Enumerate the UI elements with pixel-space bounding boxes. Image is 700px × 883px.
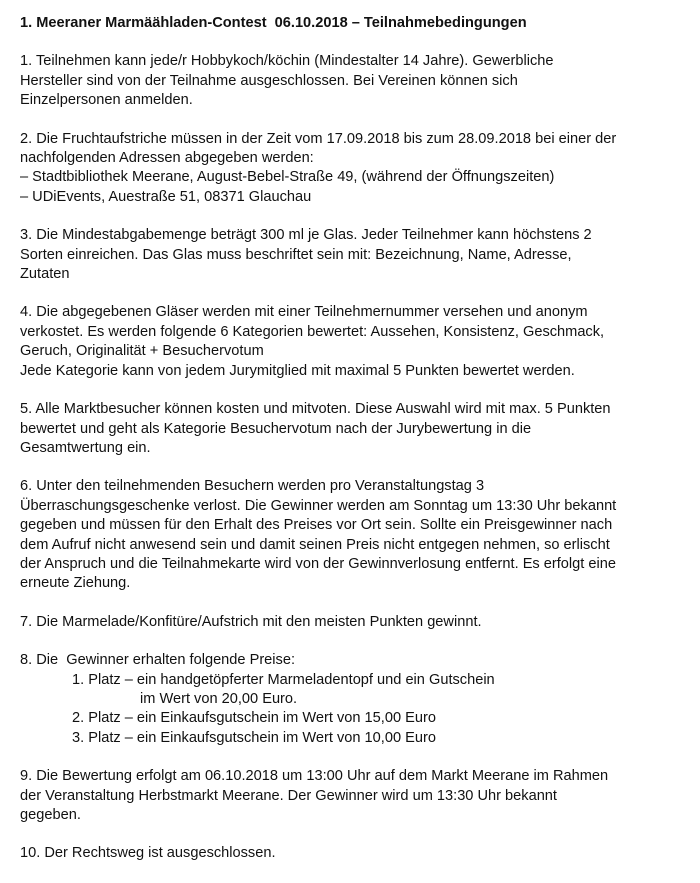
text-line: bewertet und geht als Kategorie Besuchervotum nach der Jurybewertung in die: [20, 420, 532, 437]
text-line: Jede Kategorie kann von jedem Jurymitglied mit maximal 5 Punkten bewertet werden.: [20, 362, 575, 379]
text-line: Überraschungsgeschenke verlost. Die Gewinner werden am Sonntag um 13:30 Uhr bekannt: [20, 497, 617, 514]
text-line: dem Aufruf nicht anwesend sein und damit seinen Preis nicht entgegen nehmen, so erlischt: [20, 536, 610, 553]
text-line: Zutaten: [20, 266, 70, 283]
text-line: 5. Alle Marktbesucher können kosten und mitvoten. Diese Auswahl wird mit max. 5 Punkten: [20, 401, 611, 418]
text-line: – UDiEvents, Auestraße 51, 08371 Glauchau: [20, 188, 312, 205]
condition-4: [20, 303, 688, 381]
text-line: 2. Die Fruchtaufstriche müssen in der Zeit vom 17.09.2018 bis zum 28.09.2018 bei einer der: [20, 130, 617, 147]
text-line: 9. Die Bewertung erfolgt am 06.10.2018 um 13:00 Uhr auf dem Markt Meerane im Rahmen: [20, 768, 609, 785]
text-line: erneute Ziehung.: [20, 575, 131, 592]
condition-7: [20, 613, 688, 632]
text-line: Sorten einreichen. Das Glas muss beschriftet sein mit: Bezeichnung, Name, Adresse,: [20, 246, 572, 263]
document-page: [20, 14, 688, 883]
text-line: Einzelpersonen anmelden.: [20, 92, 193, 109]
prize-1-continuation: im Wert von 20,00 Euro.: [140, 690, 298, 707]
prize-1: 1. Platz – ein handgetöpferter Marmeladentopf und ein Gutschein: [72, 671, 495, 688]
condition-5: [20, 400, 688, 458]
condition-3: [20, 226, 688, 284]
text-line: – Stadtbibliothek Meerane, August-Bebel-Straße 49, (während der Öffnungszeiten): [20, 169, 555, 186]
text-line: verkostet. Es werden folgende 6 Kategorien bewertet: Aussehen, Konsistenz, Geschmack,: [20, 323, 605, 340]
text-line: 4. Die abgegebenen Gläser werden mit einer Teilnehmernummer versehen und anonym: [20, 304, 588, 321]
text-line: Hersteller sind von der Teilnahme ausgeschlossen. Bei Vereinen können sich: [20, 72, 518, 89]
prizes-heading: 8. Die Gewinner erhalten folgende Preise:: [20, 652, 296, 669]
text-line: 7. Die Marmelade/Konfitüre/Aufstrich mit den meisten Punkten gewinnt.: [20, 613, 482, 630]
text-line: nachfolgenden Adressen abgegeben werden:: [20, 150, 314, 167]
text-line: 3. Die Mindestabgabemenge beträgt 300 ml je Glas. Jeder Teilnehmer kann höchstens 2: [20, 227, 592, 244]
text-line: Geruch, Originalität + Besuchervotum: [20, 343, 264, 360]
prize-2: 2. Platz – ein Einkaufsgutschein im Wert von 15,00 Euro: [72, 710, 436, 727]
condition-8-prizes: [20, 651, 688, 748]
text-line: gegeben und müssen für den Erhalt des Preises vor Ort sein. Sollte ein Preisgewinner nach: [20, 517, 613, 534]
text-line: 10. Der Rechtsweg ist ausgeschlossen.: [20, 845, 276, 862]
condition-9: [20, 767, 688, 825]
text-line: Gesamtwertung ein.: [20, 439, 151, 456]
condition-2: [20, 130, 688, 208]
condition-10: [20, 844, 688, 863]
text-line: der Veranstaltung Herbstmarkt Meerane. Der Gewinner wird um 13:30 Uhr bekannt: [20, 787, 557, 804]
prize-3: 3. Platz – ein Einkaufsgutschein im Wert von 10,00 Euro: [72, 729, 436, 746]
text-line: 6. Unter den teilnehmenden Besuchern werden pro Veranstaltungstag 3: [20, 478, 485, 495]
document-title: 1. Meeraner Marmäähladen-Contest 06.10.2018 – Teilnahmebedingungen: [20, 15, 527, 31]
condition-6: [20, 477, 688, 593]
text-line: der Anspruch und die Teilnahmekarte wird von der Gewinnverlosung entfernt. Es erfolgt eine: [20, 555, 616, 572]
text-line: 1. Teilnehmen kann jede/r Hobbykoch/köchin (Mindestalter 14 Jahre). Gewerbliche: [20, 53, 554, 70]
condition-1: [20, 52, 688, 110]
text-line: gegeben.: [20, 807, 81, 823]
